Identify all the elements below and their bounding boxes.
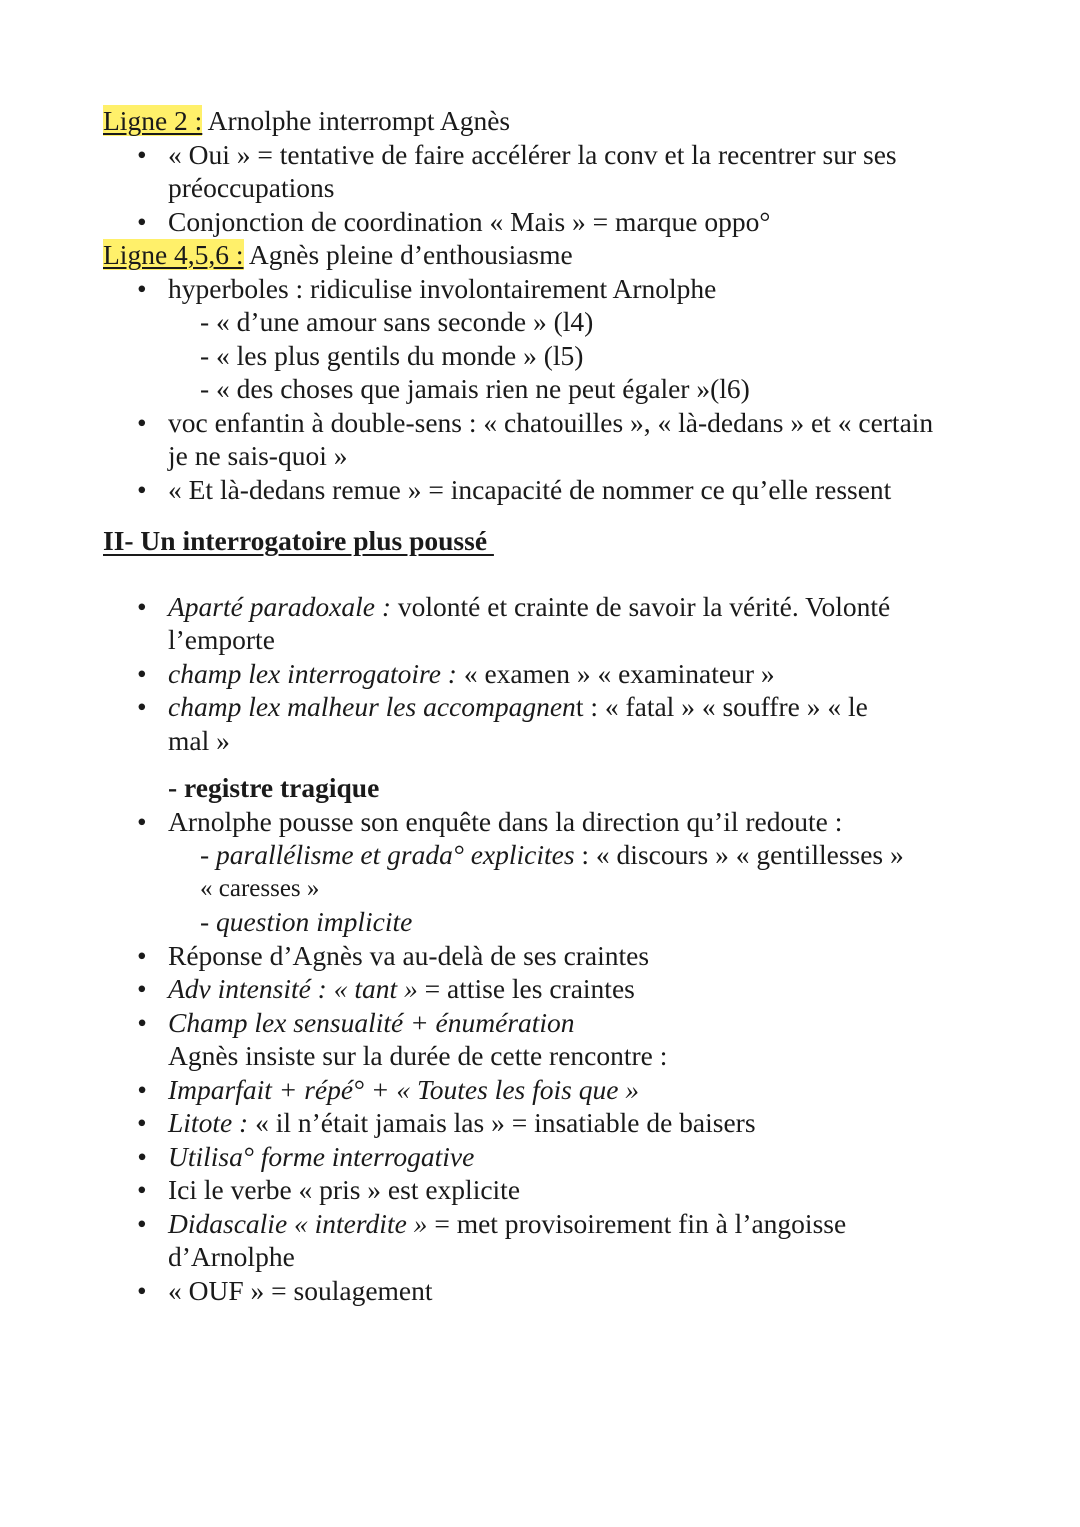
bullet-didascalie-continued: d’Arnolphe xyxy=(168,1241,295,1272)
parallelisme-rest: : « discours » « gentillesses » xyxy=(574,839,904,870)
bullet-litote xyxy=(103,1106,1003,1140)
agnes-insiste: Agnès insiste sur la durée de cette rencontre : xyxy=(168,1040,668,1071)
bullet-voc-enfantin: • voc enfantin à double-sens : « chatouilles », « là-dedans » et « certain xyxy=(103,406,1003,440)
sub-item-parallelisme xyxy=(103,838,1003,872)
bullet-arnolphe-enquete: • Arnolphe pousse son enquête dans la direction qu’il redoute : xyxy=(103,805,1003,839)
question-prefix: - xyxy=(200,906,217,937)
litote-rest: « il n’était jamais las » = insatiable de baisers xyxy=(248,1107,756,1138)
sub-item-l4: - « d’une amour sans seconde » (l4) xyxy=(200,306,594,337)
bullet-champ-malheur xyxy=(103,690,1003,724)
sub-item-l5: - « les plus gentils du monde » (l5) xyxy=(200,339,584,371)
bullet-verbe-pris: • Ici le verbe « pris » est explicite xyxy=(103,1173,1003,1207)
bullet-adv-intensite xyxy=(103,972,1003,1006)
question-italic: question implicite xyxy=(216,906,413,937)
parallelisme-prefix: - xyxy=(200,839,217,870)
bullet-oui-continued: préoccupations xyxy=(168,172,335,203)
ligne-456-heading xyxy=(103,238,1003,272)
ligne-2-label: Ligne 2 : xyxy=(103,105,203,136)
aparte-italic: Aparté paradoxale : xyxy=(168,590,392,622)
bullet-voc-enfantin-continued: je ne sais-quoi » xyxy=(168,440,348,471)
registre-tragique: - registre tragique xyxy=(168,772,380,803)
didascalie-italic: Didascalie « interdite » xyxy=(168,1207,428,1239)
litote-italic: Litote : xyxy=(168,1107,249,1138)
champ-interrogatoire-italic: champ lex interrogatoire : xyxy=(168,657,457,689)
bullet-champ-malheur-continued: mal » xyxy=(168,724,230,756)
sub-item-caresses: « caresses » xyxy=(200,874,320,902)
didascalie-rest: = met provisoirement fin à l’angoisse xyxy=(427,1207,847,1239)
bullet-utilisation: • Utilisa° forme interrogative xyxy=(103,1140,1003,1174)
champ-malheur-rest: t : « fatal » « souffre » « le xyxy=(575,691,868,722)
adv-italic: Adv intensité : « tant » xyxy=(168,973,418,1004)
ligne-456-label: Ligne 4,5,6 : xyxy=(103,239,244,270)
bullet-aparte xyxy=(103,590,1003,624)
sub-item-question xyxy=(103,905,1003,939)
ligne-456-text: Agnès pleine d’enthousiasme xyxy=(243,239,573,270)
bullet-ouf: • « OUF » = soulagement xyxy=(103,1274,1003,1308)
bullet-aparte-continued: l’emporte xyxy=(168,624,275,655)
bullet-champ-sensualite: • Champ lex sensualité + énumération xyxy=(103,1006,1003,1040)
bullet-remue: • « Et là-dedans remue » = incapacité de nommer ce qu’elle ressent xyxy=(103,473,1003,507)
ligne-2-text: Arnolphe interrompt Agnès xyxy=(202,105,511,136)
sub-item-l6: - « des choses que jamais rien ne peut égaler »(l6) xyxy=(200,373,750,404)
bullet-didascalie xyxy=(103,1207,1003,1241)
bullet-hyperboles: • hyperboles : ridiculise involontairement Arnolphe xyxy=(103,272,1003,306)
champ-interrogatoire-rest: « examen » « examinateur » xyxy=(456,657,775,689)
champ-malheur-italic: champ lex malheur les accompagnen xyxy=(168,691,576,722)
aparte-rest: volonté et crainte de savoir la vérité. Volonté xyxy=(391,590,891,622)
section-2-heading: II- Un interrogatoire plus poussé xyxy=(103,525,494,556)
parallelisme-italic: parallélisme et grada° explicites xyxy=(216,839,575,870)
bullet-reponse: • Réponse d’Agnès va au-delà de ses craintes xyxy=(103,939,1003,973)
adv-rest: = attise les craintes xyxy=(417,973,635,1004)
bullet-champ-interrogatoire xyxy=(103,657,1003,691)
bullet-imparfait: • Imparfait + répé° + « Toutes les fois que » xyxy=(103,1073,1003,1107)
notes-page xyxy=(103,104,1003,1307)
bullet-conjonction: • Conjonction de coordination « Mais » = marque oppo° xyxy=(103,205,1003,239)
ligne-2-heading xyxy=(103,104,1003,138)
bullet-oui: • « Oui » = tentative de faire accélérer la conv et la recentrer sur ses xyxy=(103,138,1003,172)
